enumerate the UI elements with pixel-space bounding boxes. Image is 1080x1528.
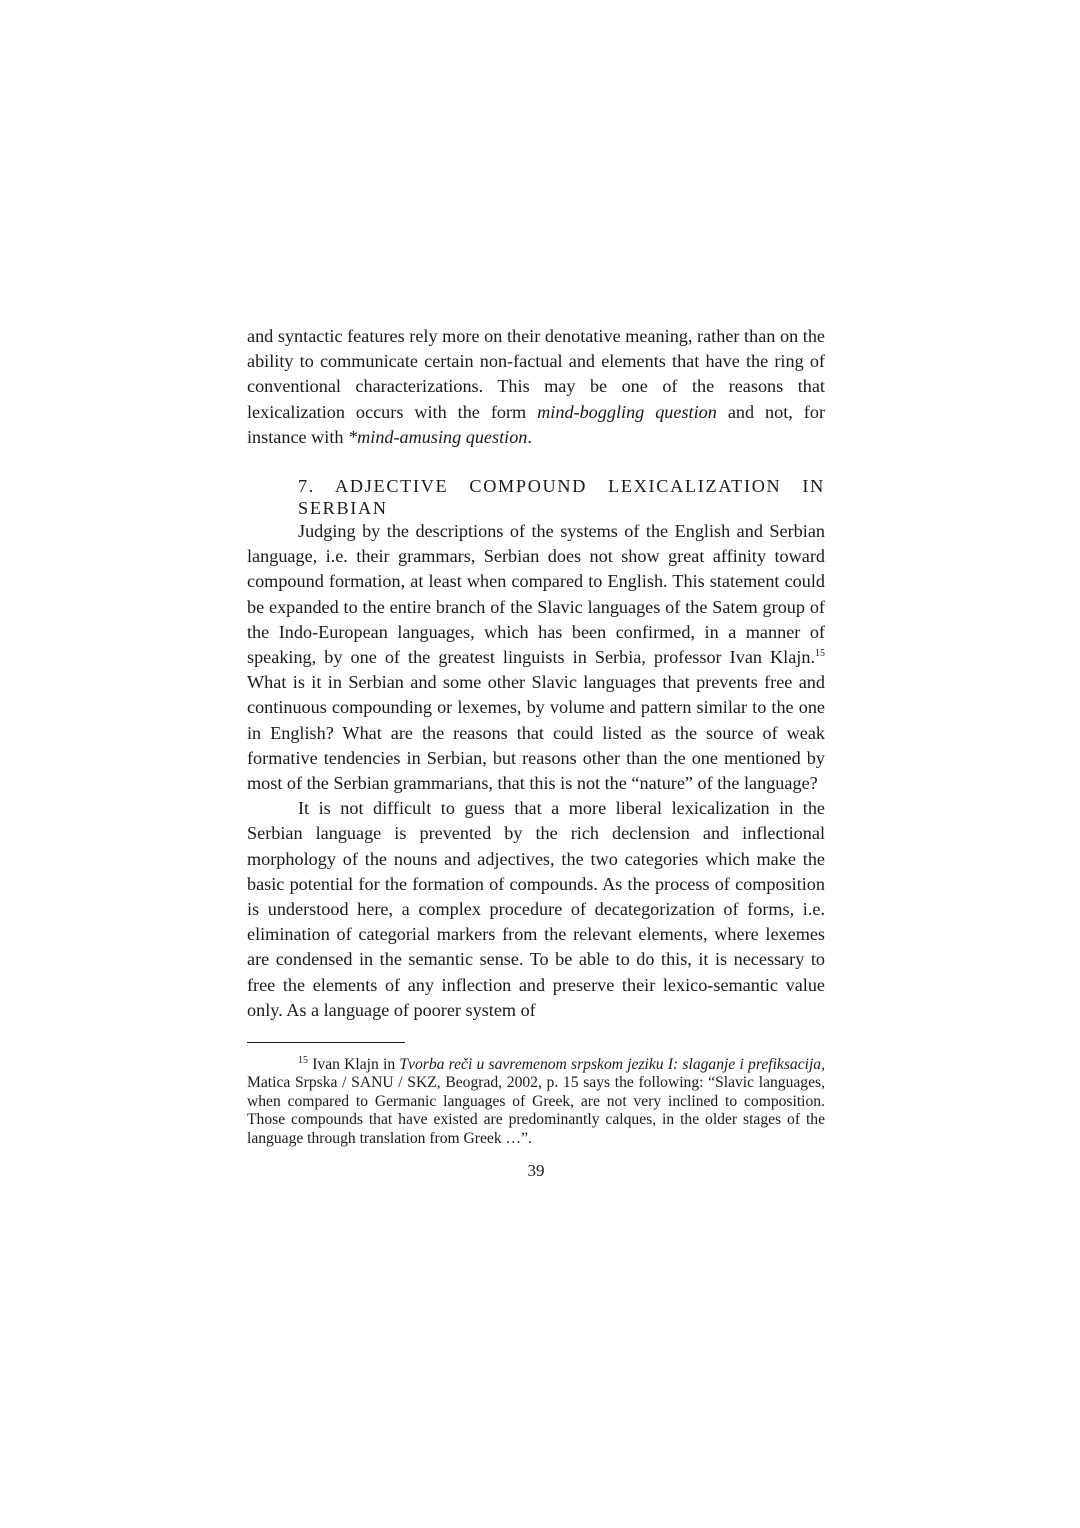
text-run: and syntactic features rely more on their denotative meaning, rather than on the ability to communicate certain non-factual and elements that have the ring of conventional characterizations. This may be one of the reasons that lexicalization occurs with the form	[247, 326, 825, 422]
section-heading: 7. ADJECTIVE COMPOUND LEXICALIZATION IN SERBIAN	[298, 476, 825, 519]
footnote-reference: 15	[815, 647, 825, 659]
footnote-separator	[247, 1042, 405, 1043]
text-run: What is it in Serbian and some other Slavic languages that prevents free and continuous compounding or lexemes, by volume and pattern similar to the one in English? What are the reasons that could listed as the source of weak formative tendencies in Serbian, but reasons other than the one mentioned by most of the Serbian grammarians, that this is not the “nature” of the language?	[247, 672, 825, 794]
text-run: , Matica Srpska / SANU / SKZ, Beograd, 2002, p. 15 says the following: “Slavic languages, when compared to Germanic languages of Greek, are not very inclined to composition. Those compounds that have existed are predominantly calques, in the older stages of the language through translation from Greek …”.	[247, 1056, 825, 1147]
paragraph	[247, 519, 825, 796]
text-block	[247, 324, 825, 1182]
text-run: .	[527, 426, 532, 447]
footnote	[247, 1056, 825, 1148]
paragraph: It is not difficult to guess that a more liberal lexicalization in the Serbian language is prevented by the rich declension and inflectional morphology of the nouns and adjectives, the two categories which make the basic potential for the formation of compounds. As the process of composition is understood here, a complex procedure of decategorization of forms, i.e. elimination of categorial markers from the relevant elements, where lexemes are condensed in the semantic sense. To be able to do this, it is necessary to free the elements of any inflection and preserve their lexico-semantic value only. As a language of poorer system of	[247, 798, 825, 1020]
page-number: 39	[527, 1161, 545, 1181]
text-run: Judging by the descriptions of the systems of the English and Serbian language, i.e. their grammars, Serbian does not show great affinity toward compound formation, at least when compared to English. This statement could be expanded to the entire branch of the Slavic languages of the Satem group of the Indo-European languages, which has been confirmed, in a manner of speaking, by one of the greatest linguists in Serbia, professor Ivan Klajn.	[247, 521, 825, 668]
text-run: Ivan Klajn in	[308, 1056, 400, 1074]
paragraph-continuation	[247, 324, 825, 450]
footnote-number: 15	[298, 1054, 308, 1066]
italic-title: Tvorba reči u savremenom srpskom jeziku I: slaganje i prefiksacija	[399, 1056, 822, 1074]
italic-term: mind-boggling question	[537, 401, 717, 422]
italic-term: *mind-amusing question	[348, 426, 528, 447]
text-run: and not, for instance with	[247, 401, 825, 447]
